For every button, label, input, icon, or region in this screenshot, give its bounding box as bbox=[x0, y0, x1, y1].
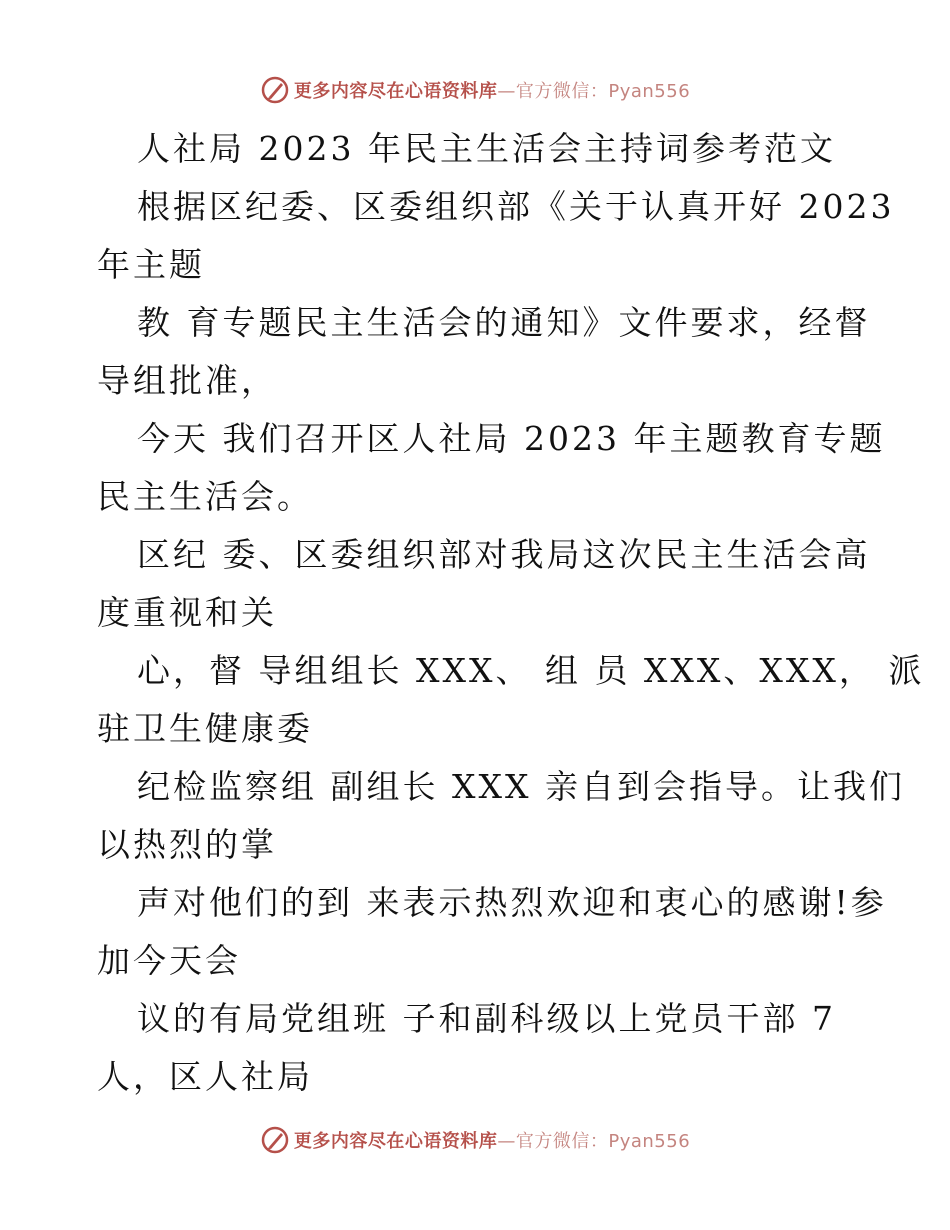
watermark-contact: 官方微信：Pyan556 bbox=[515, 81, 691, 102]
quill-logo-icon bbox=[260, 75, 290, 105]
watermark-separator: — bbox=[497, 81, 516, 102]
text-line: 驻卫生健康委 bbox=[97, 709, 313, 748]
text-line: 教 育专题民主生活会的通知》文件要求，经督 bbox=[137, 303, 871, 342]
text-line: 心，督 导组组长 XXX、 组 员 XXX、XXX， 派 bbox=[137, 651, 925, 690]
watermark-text bbox=[294, 77, 690, 103]
watermark-separator: — bbox=[497, 1131, 516, 1152]
text-line: 民主生活会。 bbox=[97, 477, 313, 516]
header-watermark bbox=[0, 70, 950, 110]
text-line: 加今天会 bbox=[97, 941, 241, 980]
text-line: 导组批准， bbox=[97, 361, 277, 400]
quill-logo-icon bbox=[260, 1125, 290, 1155]
watermark-brand: 更多内容尽在心语资料库 bbox=[293, 1131, 498, 1152]
text-line: 声对他们的到 来表示热烈欢迎和衷心的感谢!参 bbox=[137, 883, 887, 922]
text-line: 根据区纪委、区委组织部《关于认真开好 2023 bbox=[137, 187, 895, 226]
watermark-text bbox=[294, 1127, 690, 1153]
text-line: 年主题 bbox=[97, 245, 205, 284]
watermark-brand: 更多内容尽在心语资料库 bbox=[293, 81, 498, 102]
watermark-contact: 官方微信：Pyan556 bbox=[515, 1131, 691, 1152]
footer-watermark bbox=[0, 1120, 950, 1160]
text-line: 度重视和关 bbox=[97, 593, 277, 632]
text-line: 今天 我们召开区人社局 2023 年主题教育专题 bbox=[137, 419, 886, 458]
text-line: 以热烈的掌 bbox=[97, 825, 277, 864]
text-line: 人社局 2023 年民主生活会主持词参考范文 bbox=[137, 129, 836, 168]
text-line: 议的有局党组班 子和副科级以上党员干部 7 bbox=[137, 999, 836, 1038]
text-line: 区纪 委、区委组织部对我局这次民主生活会高 bbox=[137, 535, 871, 574]
text-line: 纪检监察组 副组长 XXX 亲自到会指导。让我们 bbox=[137, 767, 905, 806]
text-line: 人，区人社局 bbox=[97, 1057, 313, 1096]
document-body bbox=[97, 120, 925, 1106]
